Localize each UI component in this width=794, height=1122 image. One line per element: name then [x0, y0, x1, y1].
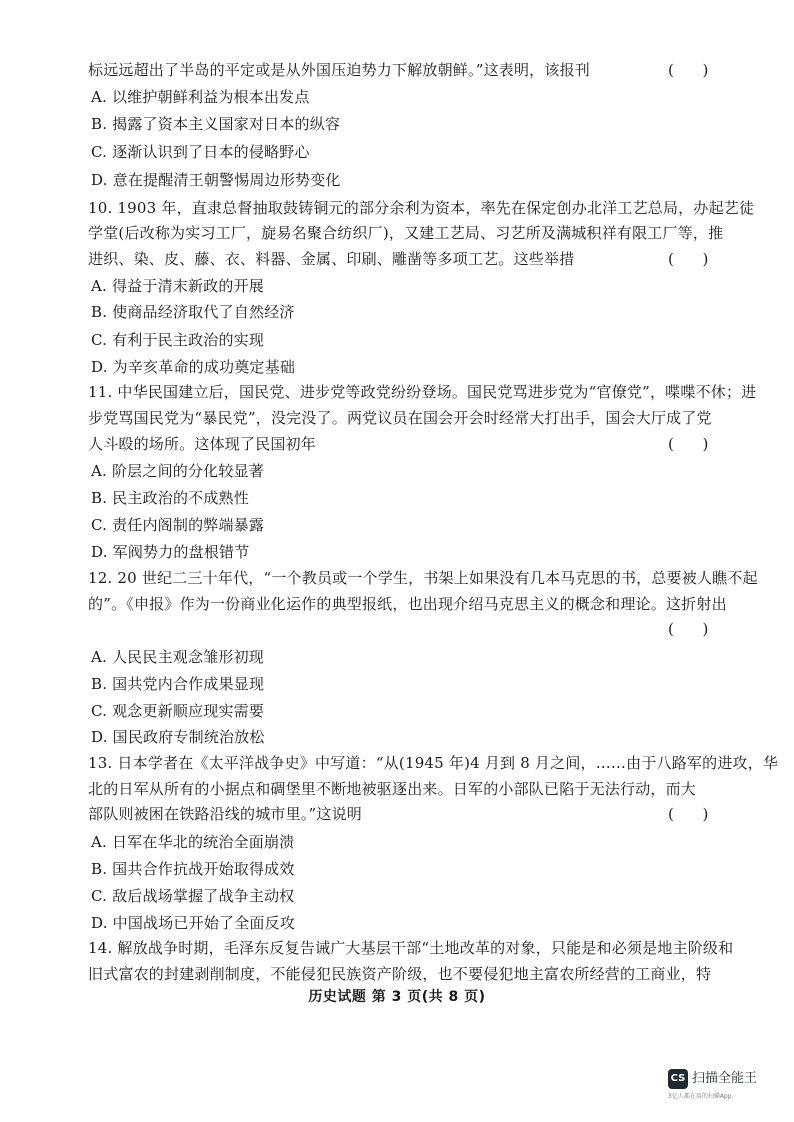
- q9-answer-paren: ( ): [668, 61, 709, 79]
- q9-option-d: D. 意在提醒清王朝警惕周边形势变化: [91, 171, 341, 189]
- q11-stem-line: 步党骂国民党为“暴民党”，没完没了。两党议员在国会开会时经常大打出手，国会大厅成了党: [88, 409, 712, 427]
- scanner-tagline: 3亿人都在用的扫描App: [668, 1093, 732, 1100]
- q9-option-c: C. 逐渐认识到了日本的侵略野心: [91, 143, 310, 161]
- q13-option-c: C. 敌后战场掌握了战争主动权: [91, 887, 295, 905]
- page-footer: 历史试题 第 3 页(共 8 页): [308, 989, 486, 1005]
- q9-option-b: B. 揭露了资本主义国家对日本的纵容: [91, 115, 341, 133]
- q11-option-d: D. 军阀势力的盘根错节: [91, 543, 250, 561]
- q13-option-b: B. 国共合作抗战开始取得成效: [91, 860, 295, 878]
- q10-option-c: C. 有利于民主政治的实现: [91, 331, 265, 349]
- q10-stem-line: 10. 1903 年，直隶总督抽取鼓铸铜元的部分余利为资本，率先在保定创办北洋工艺总局，办起艺徒: [88, 199, 755, 217]
- q13-stem-line: 13. 日本学者在《太平洋战争史》中写道：“从(1945 年)4 月到 8 月之间，……由于八路军的进攻，华: [88, 754, 779, 772]
- q9-option-a: A. 以维护朝鲜利益为根本出发点: [91, 88, 310, 106]
- q11-option-b: B. 民主政治的不成熟性: [91, 489, 249, 507]
- q13-answer-paren: ( ): [668, 805, 709, 823]
- q11-option-c: C. 责任内阁制的弊端暴露: [91, 516, 265, 534]
- q13-stem-line: 部队则被困在铁路沿线的城市里。”这说明: [88, 805, 362, 823]
- q11-stem-line: 人斗殴的场所。这体现了民国初年: [88, 435, 317, 453]
- q13-option-d: D. 中国战场已开始了全面反攻: [91, 914, 296, 932]
- scanner-app-name: 扫描全能王: [692, 1071, 758, 1086]
- q10-option-d: D. 为辛亥革命的成功奠定基础: [91, 358, 296, 376]
- q10-answer-paren: ( ): [668, 250, 709, 268]
- q12-stem-line: 的”。《申报》作为一份商业化运作的典型报纸，也出现介绍马克思主义的概念和理论。这折射出: [88, 595, 727, 613]
- q12-stem-line: 12. 20 世纪二三十年代，“一个教员或一个学生，书架上如果没有几本马克思的书，总要被人瞧不起: [88, 569, 758, 587]
- q10-option-b: B. 使商品经济取代了自然经济: [91, 303, 295, 321]
- q12-option-c: C. 观念更新顺应现实需要: [91, 702, 265, 720]
- q12-option-d: D. 国民政府专制统治放松: [91, 728, 265, 746]
- q11-option-a: A. 阶层之间的分化较显著: [91, 462, 264, 480]
- q11-answer-paren: ( ): [668, 435, 709, 453]
- q10-stem-line: 进织、染、皮、藤、衣、料器、金属、印刷、雕凿等多项工艺。这些举措: [88, 250, 575, 268]
- q10-stem-line: 学堂(后改称为实习工厂，旋易名聚合纺织厂)，又建工艺局、习艺所及满城积祥有限工厂等，推: [88, 224, 724, 242]
- q11-stem-line: 11. 中华民国建立后，国民党、进步党等政党纷纷登场。国民党骂进步党为“官僚党”，喋喋不休；进: [88, 383, 757, 401]
- q12-option-b: B. 国共党内合作成果显现: [91, 675, 265, 693]
- q13-stem-line: 北的日军从所有的小据点和碉堡里不断地被驱逐出来。日军的小部队已陷于无法行动，而大: [88, 780, 697, 798]
- camscanner-logo-icon: CS: [668, 1069, 688, 1089]
- scanner-watermark: [668, 1069, 772, 1109]
- q14-stem-line: 14. 解放战争时期，毛泽东反复告诫广大基层干部“土地改革的对象，只能是和必须是地主阶级和: [88, 939, 734, 957]
- q9-continuation-line: 标远远超出了半岛的平定或是从外国压迫势力下解放朝鲜。”这表明，该报刊: [88, 61, 590, 79]
- q12-option-a: A. 人民民主观念雏形初现: [91, 648, 264, 666]
- q10-option-a: A. 得益于清末新政的开展: [91, 277, 264, 295]
- q14-stem-line: 旧式富农的封建剥削制度，不能侵犯民族资产阶级，也不要侵犯地主富农所经营的工商业，特: [88, 965, 712, 983]
- q12-answer-paren: ( ): [668, 620, 709, 638]
- q13-option-a: A. 日军在华北的统治全面崩溃: [91, 833, 295, 851]
